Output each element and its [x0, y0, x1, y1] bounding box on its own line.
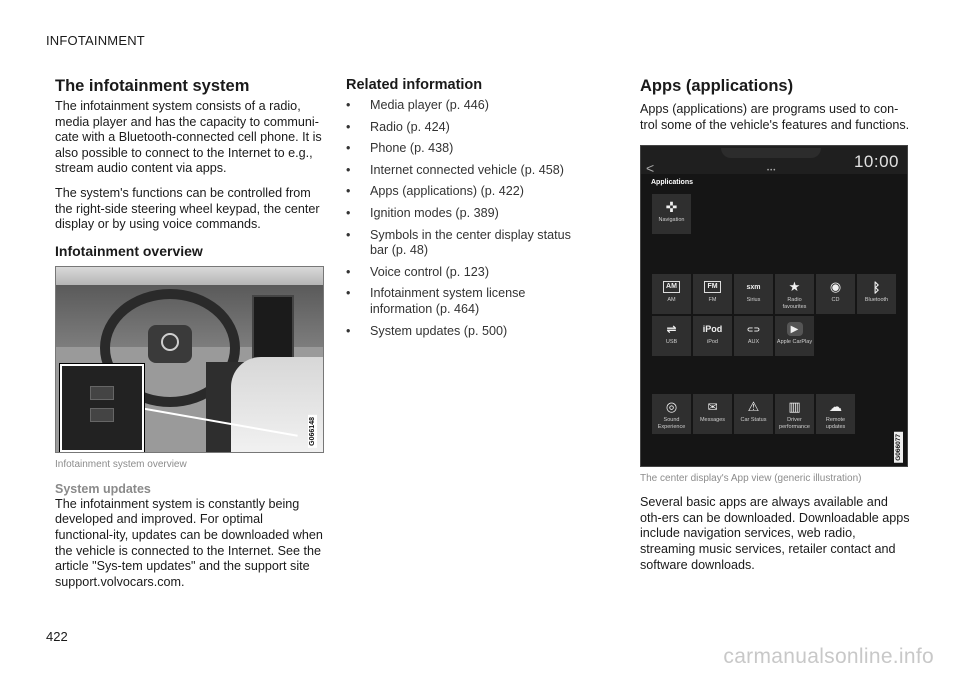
carplay-icon: ▶ — [787, 322, 803, 336]
column-related-information — [346, 76, 586, 345]
app-tile-usb[interactable]: ⇌ USB — [652, 316, 691, 356]
bullet-icon: • — [346, 141, 351, 156]
paragraph-apps-intro: Apps (applications) are programs used to con-trol some of the vehicle's features and functions. — [640, 102, 910, 132]
bullet-icon: • — [346, 205, 351, 220]
messages-icon: ✉ — [707, 400, 718, 415]
speaker-icon: ◎ — [665, 399, 678, 415]
section-title-apps: Apps (applications) — [640, 77, 794, 95]
star-icon: ★ — [788, 279, 801, 295]
bullet-icon: • — [346, 264, 351, 279]
app-tile-bluetooth[interactable]: ᛒ Bluetooth — [857, 274, 896, 314]
page-number: 422 — [46, 629, 68, 644]
sirius-icon: sxm — [746, 283, 761, 291]
related-link[interactable]: • System updates (p. 500) — [346, 323, 508, 338]
bluetooth-icon: ᛒ — [872, 279, 881, 295]
app-tile-aux[interactable]: ⊂⊃ AUX — [734, 316, 773, 356]
subsection-title-system-updates: System updates — [55, 481, 151, 496]
clock: 10:00 — [853, 152, 899, 172]
section-title-related-information: Related information — [346, 77, 483, 93]
paragraph-controls: The system's functions can be controlled from the right-side steering wheel keypad, the center display or by using voice commands. — [55, 185, 320, 232]
chart-icon: ▥ — [788, 399, 801, 415]
navigation-icon: ✜ — [665, 198, 678, 215]
related-link[interactable]: • Media player (p. 446) — [346, 98, 490, 112]
bullet-icon: • — [346, 227, 351, 242]
figure-code: G066148 — [309, 416, 316, 446]
app-tile-ipod[interactable]: iPod iPod — [693, 316, 732, 356]
bullet-icon: • — [346, 162, 351, 177]
usb-icon: ⇌ — [666, 322, 677, 337]
related-link[interactable]: • Ignition modes (p. 389) — [346, 205, 499, 220]
related-link[interactable]: • Phone (p. 438) — [346, 141, 454, 156]
bullet-icon: • — [346, 184, 351, 199]
back-icon[interactable]: < — [646, 160, 655, 177]
related-link[interactable]: • Infotainment system license information (p. 464) — [346, 286, 526, 316]
figure-infotainment-overview — [55, 266, 324, 453]
app-tile-messages[interactable]: ✉ Messages — [693, 394, 732, 434]
app-tile-fm[interactable]: FM FM — [693, 274, 732, 314]
related-link[interactable]: • Symbols in the center display status bar (p. 48) — [346, 227, 571, 258]
bullet-icon: • — [346, 119, 351, 134]
aux-icon: ⊂⊃ — [746, 324, 761, 334]
volvo-logo-icon — [161, 333, 179, 351]
app-tile-cd[interactable]: ◉ CD — [816, 274, 855, 314]
chapter-header: INFOTAINMENT — [46, 33, 145, 48]
cd-icon: ◉ — [829, 279, 842, 295]
app-tile-remote-updates[interactable]: ☁ Remote updates — [816, 394, 855, 434]
center-display-illustration — [252, 295, 294, 359]
fm-icon: FM — [704, 281, 720, 293]
app-tile-radio-favourites[interactable]: ★ Radio favourites — [775, 274, 814, 314]
app-tile-driver-performance[interactable]: ▥ Driver performance — [775, 394, 814, 434]
usb-port-inset — [60, 364, 144, 452]
am-icon: AM — [663, 281, 680, 293]
app-tile-car-status[interactable]: ⚠ Car Status — [734, 394, 773, 434]
section-title-infotainment-system: The infotainment system — [55, 77, 250, 95]
related-links-list — [346, 98, 586, 339]
app-tile-sirius[interactable]: sxm Sirius — [734, 274, 773, 314]
bullet-icon: • — [346, 286, 351, 301]
app-view-title: Applications — [651, 179, 694, 187]
cloud-download-icon: ☁ — [829, 399, 842, 415]
app-tile-sound-experience[interactable]: ◎ Sound Experience — [652, 394, 691, 434]
related-link[interactable]: • Voice control (p. 123) — [346, 264, 490, 279]
app-tile-apple-carplay[interactable]: ▶ Apple CarPlay — [775, 316, 814, 356]
bullet-icon: • — [346, 323, 351, 338]
column-apps — [640, 76, 910, 582]
column-infotainment-system — [55, 76, 323, 599]
subsection-title-overview: Infotainment overview — [55, 242, 203, 259]
app-tile-am[interactable]: AM AM — [652, 274, 691, 314]
figure-caption: The center display's App view (generic illustration) — [640, 473, 862, 485]
figure-code: G066077 — [895, 434, 902, 461]
related-link[interactable]: • Internet connected vehicle (p. 458) — [346, 162, 564, 177]
paragraph-system-updates: The infotainment system is constantly being developed and improved. For optimal functional-ity, updates can be downloaded when the vehicle is connected to the Internet. See the article "Sys-tem updates" and the support site support.volvocars.com. — [55, 496, 323, 589]
ipod-icon: iPod — [702, 324, 723, 335]
figure-app-view — [640, 145, 908, 467]
watermark: carmanualsonline.info — [723, 645, 934, 668]
app-tile-navigation[interactable]: ✜ Navigation — [652, 194, 691, 234]
related-link[interactable]: • Apps (applications) (p. 422) — [346, 184, 525, 199]
page-dots: ••• — [767, 168, 777, 175]
related-link[interactable]: • Radio (p. 424) — [346, 119, 450, 134]
warning-icon: ⚠ — [747, 399, 760, 415]
paragraph-apps-available: Several basic apps are always available and oth-ers can be downloaded. Downloadable apps include navigation services, web radio, streaming music services, retailer contact and software downloads. — [640, 495, 910, 572]
figure-caption: Infotainment system overview — [55, 458, 187, 470]
bullet-icon: • — [346, 98, 351, 112]
paragraph-intro: The infotainment system consists of a radio, media player and has the capacity to communi-cate with a Bluetooth-connected cell phone. It is also possible to connect to the Internet to e.g., stream audio content via apps. — [55, 99, 322, 176]
